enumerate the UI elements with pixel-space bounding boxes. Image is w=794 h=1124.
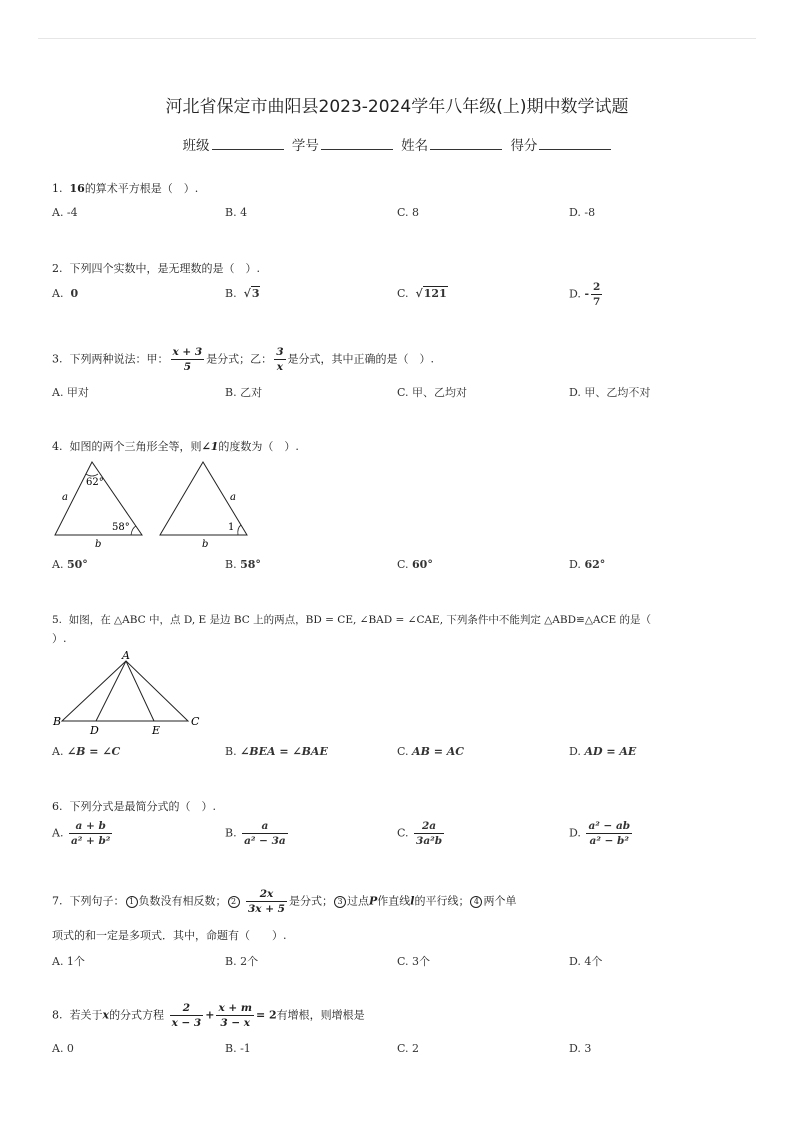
q6-option-c[interactable] [397,820,446,847]
q6-text: 下列分式是最简分式的（ ）. [69,800,216,813]
q4-option-d[interactable] [569,558,605,571]
q5-triangle-figure [50,650,210,738]
name-label: 姓名 [401,138,429,154]
q2-c-label: C. [397,287,409,300]
q4-angle-arc-right [131,526,136,535]
q7-option-b[interactable]: B. 2个 [225,955,259,968]
q1-option-b[interactable]: B. 4 [225,206,248,219]
question-7-stem-line-1 [52,888,516,915]
name-blank[interactable] [430,137,502,150]
q5-label-e: E [152,724,161,737]
q4-angle-58: 58° [112,522,130,533]
q7-circled-3: 3 [334,896,346,908]
student-id-blank[interactable] [321,137,393,150]
q2-d-sign: - [584,287,590,301]
q8-f2-num: x + m [218,1002,252,1014]
q3-option-d[interactable]: D. 甲、乙均不对 [569,386,651,399]
q6-c-num: 2a [414,820,444,834]
q2-d-num: 2 [593,281,601,293]
q5-label-a: A [122,650,130,662]
q4-a-label: A. [52,558,64,571]
q4-angle-1-label: 1 [228,522,235,533]
q3-f2-num: 3 [276,346,284,358]
q5-c-label: C. [397,745,409,758]
q4-b-label: B. [225,558,237,571]
question-7-stem-line-2: 项式的和一定是多项式．其中，命题有（ ）. [52,929,287,942]
q3-text-a: 下列两种说法：甲： [69,352,169,366]
q4-angle-62: 62° [86,477,104,488]
q3-f1-den: 5 [183,361,191,373]
q1-number: 1. [52,182,63,195]
q5-number: 5. [52,614,63,626]
q2-d-fraction [591,281,602,308]
question-1-stem [52,180,198,196]
q6-b-den: a² − 3a [244,835,286,847]
q6-b-fraction [242,820,288,847]
q2-text: 下列四个实数中，是无理数的是（ ）. [69,262,260,275]
q2-option-d[interactable] [569,281,604,308]
q3-number: 3. [52,352,63,366]
q6-c-den: 3a²b [416,835,443,847]
question-4-stem [52,438,299,454]
q5-option-c[interactable] [397,745,464,758]
q7-number: 7. [52,894,63,908]
q7-frac-den: 3x + 5 [248,903,285,915]
question-3-stem [52,346,434,373]
q2-option-a[interactable] [52,287,78,300]
class-label: 班级 [182,138,210,154]
q4-option-b[interactable] [225,558,261,571]
score-blank[interactable] [539,137,611,150]
q2-c-radicand: 121 [423,287,447,300]
q8-f1-num: 2 [170,1002,204,1016]
q7-fraction [246,888,287,915]
q4-text-a: 如图的两个三角形全等，则 [69,440,202,453]
q6-d-num: a² − ab [588,820,631,832]
q4-c-label: C. [397,558,409,571]
q6-d-label: D. [569,826,581,840]
q4-triangle-left [55,462,142,550]
q3-option-b[interactable]: B. 乙对 [225,386,263,399]
q2-number: 2. [52,262,63,275]
q3-option-a[interactable]: A. 甲对 [52,386,89,399]
q3-text-c: 是分式，其中正确的是（ ）. [287,352,434,366]
q5-segment-ad [96,661,126,721]
q2-b-sqrt: √3 [243,287,260,300]
q4-text-b: 的度数为（ ）. [218,440,299,453]
q2-c-sqrt: √121 [415,287,447,300]
question-2-stem [52,260,260,276]
q7-circled-1: 1 [126,896,138,908]
q5-c-value: AB = AC [412,745,465,758]
q5-text-line-1: 如图，在 △ABC 中，点 D, E 是边 BC 上的两点，BD = CE, ∠BAD = ∠CAE, 下列条件中不能判定 △ABD≌△ACE 的是（ [68,614,652,626]
q7-circled-2: 2 [228,896,240,908]
q7-text-a: 下列句子： [69,894,125,908]
q5-d-label: D. [569,745,581,758]
q8-fraction-1 [170,1002,204,1029]
header-rule [38,38,756,39]
q7-statement-3a: 过点 [346,894,369,908]
q3-fraction-1 [171,346,205,373]
q8-option-b[interactable]: B. -1 [225,1042,251,1055]
q4-side-b-left: b [95,539,102,550]
q7-frac-num: 2x [246,888,287,902]
q6-c-label: C. [397,826,409,840]
q4-option-a[interactable] [52,558,88,571]
q4-option-c[interactable] [397,558,433,571]
q8-option-d[interactable]: D. 3 [569,1042,592,1055]
q4-d-label: D. [569,558,581,571]
q2-option-b[interactable] [225,287,260,300]
q2-option-c[interactable] [397,287,448,300]
student-info-row [0,134,794,154]
q4-b-value: 58° [240,558,261,571]
q8-f1-den: x − 3 [171,1017,202,1029]
q5-b-label: B. [225,745,237,758]
q8-f2-den: 3 − x [220,1017,251,1029]
q1-option-a[interactable]: A. -4 [52,206,78,219]
q4-number: 4. [52,440,63,453]
q3-f1-num: x + 3 [172,346,203,358]
question-5-stem-line-2: ）. [52,632,67,645]
q6-b-num: a [242,820,288,834]
q3-option-c[interactable]: C. 甲、乙均对 [397,386,468,399]
q3-f2-den: x [276,361,283,373]
q7-point-p: P [368,894,378,908]
q6-option-b[interactable] [225,820,290,847]
q1-option-d[interactable]: D. -8 [569,206,596,219]
q5-segment-ae [126,661,154,721]
q5-label-d: D [90,724,99,737]
q8-text-c: 有增根，则增根是 [276,1008,365,1022]
q8-plus: + [205,1008,215,1022]
q6-option-a[interactable] [52,820,114,847]
q4-angle-arc-top [86,474,98,476]
q4-d-value: 62° [584,558,606,571]
q6-a-fraction [69,820,112,847]
q4-side-a-right: a [230,492,236,503]
q1-text: 的算术平方根是（ ）. [84,182,199,195]
q8-fraction-2 [216,1002,253,1029]
question-8-stem [52,1002,365,1029]
q6-d-den: a² − b² [589,835,629,847]
q5-triangle-abc [62,661,188,721]
q6-d-fraction [586,820,632,847]
question-5-stem-line-1 [52,612,651,627]
q5-a-label: A. [52,745,64,758]
q7-option-c[interactable]: C. 3个 [397,955,431,968]
q4-a-value: 50° [66,558,88,571]
q7-option-d[interactable]: D. 4个 [569,955,603,968]
q5-label-c: C [191,715,200,728]
q5-option-d[interactable] [569,745,636,758]
q4-triangles-figure [50,458,250,550]
q1-value: 16 [69,182,85,195]
page-title: 河北省保定市曲阳县2023-2024学年八年级(上)期中数学试题 [165,97,629,117]
q6-c-fraction [414,820,444,847]
q8-option-a[interactable]: A. 0 [52,1042,74,1055]
q2-a-value: 0 [70,287,79,300]
q5-option-a[interactable] [52,745,120,758]
q2-d-den: 7 [593,296,601,308]
q4-triangle-right [160,462,247,550]
q7-statement-4: 两个单 [483,894,517,908]
q3-fraction-2 [274,346,285,373]
q6-number: 6. [52,800,63,813]
q5-label-b: B [53,715,62,728]
score-label: 得分 [510,138,538,154]
q7-statement-1: 负数没有相反数； [138,894,227,908]
q6-b-label: B. [225,826,237,840]
q6-option-d[interactable] [569,820,634,847]
q7-circled-4: 4 [470,896,482,908]
q6-a-num: a + b [69,820,112,834]
q4-c-value: 60° [412,558,433,571]
q5-option-b[interactable] [225,745,328,758]
class-blank[interactable] [212,137,284,150]
q6-a-label: A. [52,826,64,840]
q5-a-value: ∠B = ∠C [66,745,121,758]
q7-statement-3b: 作直线 [377,894,411,908]
q2-a-label: A. [52,287,64,300]
q8-number: 8. [52,1008,63,1022]
q7-statement-3c: 的平行线； [414,894,470,908]
q3-text-b: 是分式；乙： [206,352,273,366]
question-6-stem [52,798,216,814]
q8-option-c[interactable]: C. 2 [397,1042,420,1055]
q1-option-c[interactable]: C. 8 [397,206,420,219]
q5-d-value: AD = AE [584,745,637,758]
q4-side-b-right: b [202,539,209,550]
q5-b-value: ∠BEA = ∠BAE [240,745,328,758]
q8-equals: = 2 [255,1008,277,1022]
q2-d-label: D. [569,287,581,301]
q2-b-radicand: 3 [251,287,260,300]
q4-side-a-left: a [62,492,68,503]
q2-b-label: B. [225,287,237,300]
q6-a-den: a² + b² [70,835,111,847]
q8-variable: x [102,1008,110,1022]
q7-line-l: l [410,894,415,908]
q4-angle-symbol: ∠1 [201,440,219,453]
q8-text-a: 若关于 [69,1008,103,1022]
q4-angle-arc-1 [238,525,241,535]
q8-text-b: 的分式方程 [109,1008,165,1022]
q7-option-a[interactable]: A. 1个 [52,955,85,968]
q7-statement-2: 是分式； [288,894,333,908]
student-id-label: 学号 [291,138,319,154]
